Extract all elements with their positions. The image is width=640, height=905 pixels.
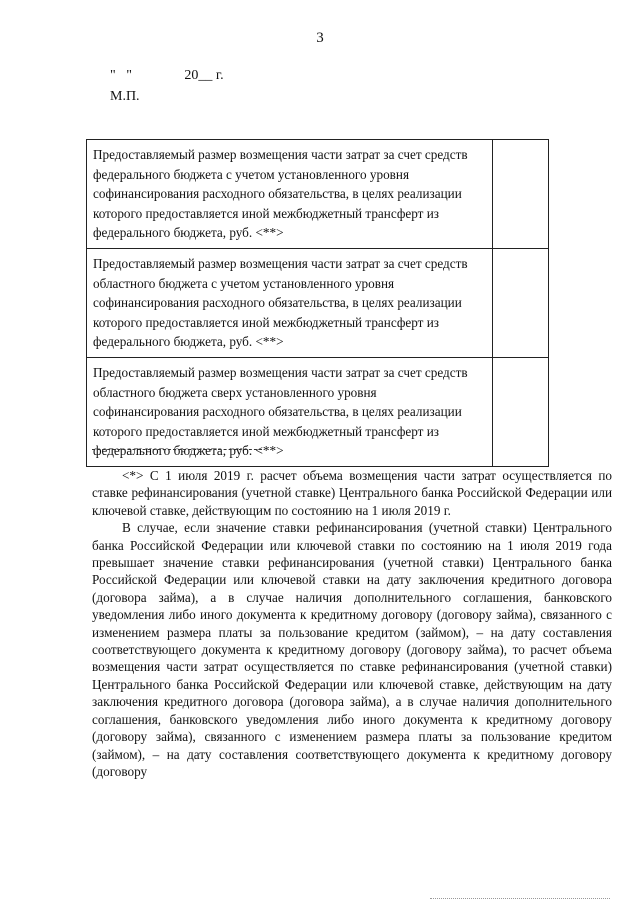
table-row: [87, 140, 549, 249]
table-row: [87, 357, 549, 466]
row-value: [492, 357, 548, 466]
bottom-margin-mark: [430, 898, 610, 899]
row-value: [492, 248, 548, 357]
row-label: Предоставляемый размер возмещения части затрат за счет средств федерального бюджета с учетом установленного уровня софинансирования расходного обязательства, в целях реализации которого предоставляется иной межбюджетный трансферт из федерального бюджета, руб. <**>: [87, 140, 493, 249]
footnote-paragraph: <*> С 1 июля 2019 г. расчет объема возмещения части затрат осуществляется по ставке рефинансирования (учетной ставке) Центрального банка Российской Федерации или ключевой ставке, действующим по состоянию на 1 июля 2019 г.: [92, 468, 612, 518]
footnote-separator: [92, 449, 262, 450]
row-label: Предоставляемый размер возмещения части затрат за счет средств областного бюджета с учетом установленного уровня софинансирования расходного обязательства, в целях реализации которого предоставляется иной межбюджетный трансферт из федерального бюджета, руб. <**>: [87, 248, 493, 357]
row-label: Предоставляемый размер возмещения части затрат за счет средств областного бюджета сверх установленного уровня софинансирования расходного обязательства, в целях реализации которого предоставляется иной межбюджетный трансферт из федерального бюджета, руб. <**>: [87, 357, 493, 466]
date-line: " " 20__ г.: [110, 68, 224, 83]
reimbursement-table: [86, 139, 549, 467]
footnotes: [92, 467, 612, 780]
table-row: [87, 248, 549, 357]
stamp-placeholder: М.П.: [110, 89, 140, 104]
page-number: 3: [316, 30, 324, 46]
footnote-paragraph: В случае, если значение ставки рефинансирования (учетной ставки) Центрального банка Российской Федерации или ключевой ставки по состоянию на 1 июля 2019 года превышает значение ставки рефинансирования (учетной ставки) Центрального банка Российской Федерации или ключевой ставки на дату заключения кредитного договора (договора займа), а в случае наличия дополнительного соглашения, банковского уведомления либо иного документа к кредитному договору (договору займа), связанного с изменением размера платы за пользование кредитом (займом), – на дату составления соответствующего документа к кредитному договору (договору займа), то расчет объема возмещения части затрат осуществляется по ставке рефинансирования (учетной ставки) Центрального банка Российской Федерации или ключевой ставке, действующим на дату заключения кредитного договора (договора займа), а в случае наличия дополнительного соглашения, банковского уведомления либо иного документа к кредитному договору (договору займа), связанного с изменением размера платы за пользование кредитом (займом), – на дату составления соответствующего документа к кредитному договору (договору: [92, 520, 612, 779]
row-value: [492, 140, 548, 249]
